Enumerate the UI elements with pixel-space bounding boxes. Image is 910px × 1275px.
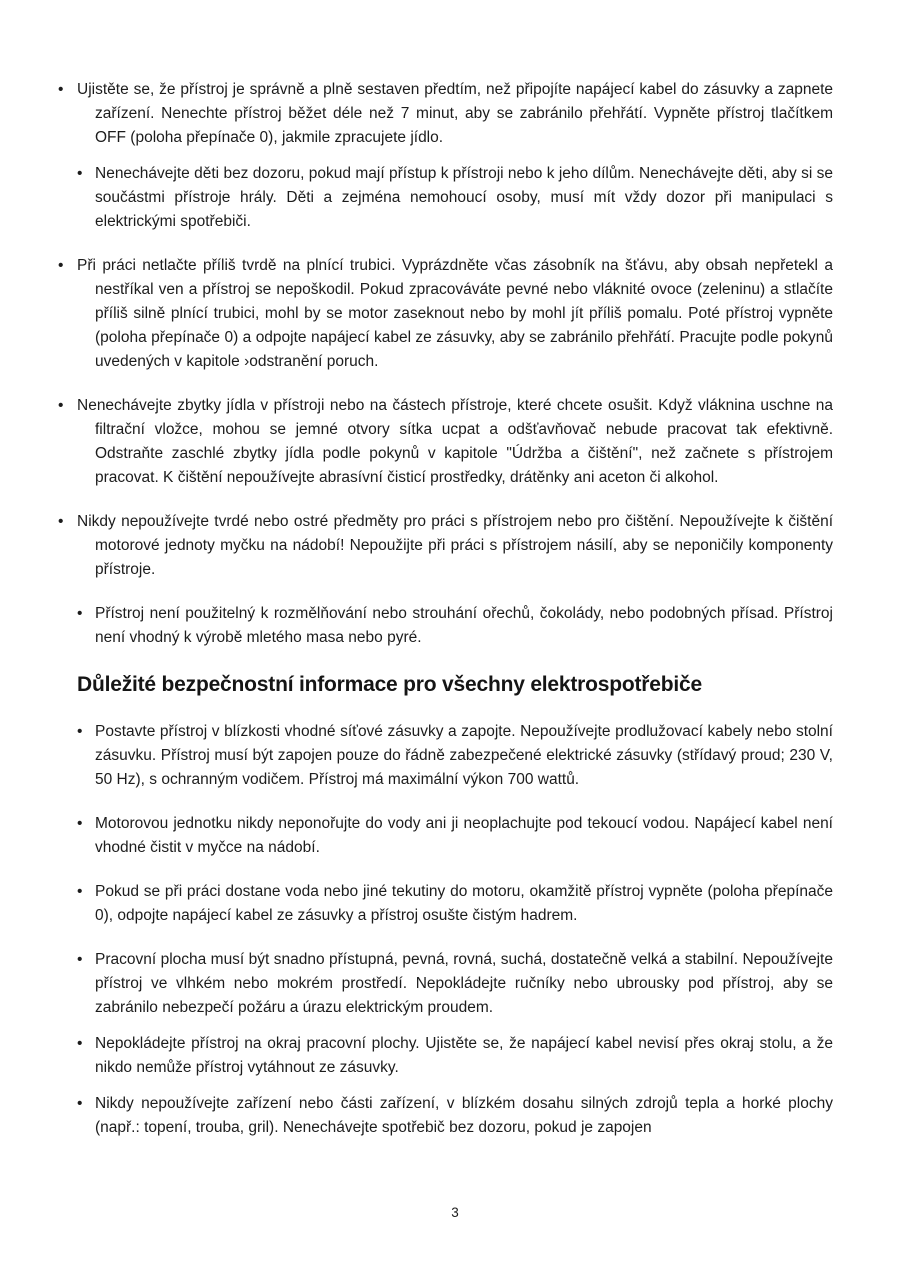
bullet-item (58, 254, 833, 374)
page-content (0, 78, 910, 1160)
bullet-text: Při práci netlačte příliš tvrdě na plnící trubici. Vyprázdněte včas zásobník na šťávu, aby obsah nepřetekl a nestříkal ven a přístroj se nepoškodil. Pokud zpracováváte pevné nebo vláknité ovoce (zeleninu) a stlačíte příliš silně plnící trubici, mohl by se motor zaseknout nebo by mohl jít příliš pomalu. Poté přístroj vypněte (poloha přepínače 0) a odpojte napájecí kabel ze zásuvky, aby se zabránilo přehřátí. Pracujte podle pokynů uvedených v kapitole ›odstranění poruch. (77, 257, 833, 370)
bullet-icon: • (77, 1035, 83, 1052)
bullet-item (58, 394, 833, 490)
bullet-item (77, 720, 833, 792)
bullet-icon: • (77, 815, 83, 832)
bullet-icon: • (58, 257, 64, 274)
bullet-icon: • (77, 951, 83, 968)
bullet-text: Pokud se při práci dostane voda nebo jiné tekutiny do motoru, okamžitě přístroj vypněte (poloha přepínače 0), odpojte napájecí kabel ze zásuvky a přístroj osušte čistým hadrem. (95, 883, 833, 924)
bullet-icon: • (77, 605, 83, 622)
bullet-text: Ujistěte se, že přístroj je správně a plně sestaven předtím, než připojíte napájecí kabel do zásuvky a zapnete zařízení. Nenechte přístroj běžet déle než 7 minut, aby se zabránilo přehřátí. Vypněte přístroj tlačítkem OFF (poloha přepínače 0), jakmile zpracujete jídlo. (77, 81, 833, 146)
bullet-item (77, 948, 833, 1020)
bullet-text: Postavte přístroj v blízkosti vhodné síťové zásuvky a zapojte. Nepoužívejte prodlužovací kabely nebo stolní zásuvku. Přístroj musí být zapojen pouze do řádně zabezpečené elektrické zásuvky (střídavý proud; 230 V, 50 Hz), s ochranným vodičem. Přístroj má maximální výkon 700 wattů. (95, 723, 833, 788)
bullet-icon: • (58, 513, 64, 530)
bullet-text: Nenechávejte děti bez dozoru, pokud mají přístup k přístroji nebo k jeho dílům. Nenechávejte děti, aby si se součástmi přístroje hrály. Děti a zejména nemohoucí osoby, musí mít vždy dozor při manipulaci s elektrickými spotřebiči. (95, 165, 833, 230)
section-heading: Důležité bezpečnostní informace pro všechny elektrospotřebiče (77, 673, 702, 696)
page-number: 3 (451, 1205, 459, 1220)
bullet-item (77, 1032, 833, 1080)
bullet-icon: • (58, 397, 64, 414)
bullet-text: Nikdy nepoužívejte zařízení nebo části zařízení, v blízkém dosahu silných zdrojů tepla a horké plochy (např.: topení, trouba, gril). Nenechávejte spotřebič bez dozoru, pokud je zapojen (95, 1095, 833, 1136)
bullet-icon: • (77, 883, 83, 900)
bullet-text: Přístroj není použitelný k rozmělňování nebo strouhání ořechů, čokolády, nebo podobných přísad. Přístroj není vhodný k výrobě mletého masa nebo pyré. (95, 605, 833, 646)
bullet-item (77, 602, 833, 650)
bullet-text: Nepokládejte přístroj na okraj pracovní plochy. Ujistěte se, že napájecí kabel nevisí přes okraj stolu, a že nikdo nemůže přístroj vytáhnout ze zásuvky. (95, 1035, 833, 1076)
bullet-text: Pracovní plocha musí být snadno přístupná, pevná, rovná, suchá, dostatečně velká a stabilní. Nepoužívejte přístroj ve vlhkém nebo mokrém prostředí. Nepokládejte ručníky nebo ubrousky pod přístroj, aby se zabránilo nebezpečí požáru a úrazu elektrickým proudem. (95, 951, 833, 1016)
bullet-item (77, 1092, 833, 1140)
bullet-icon: • (77, 165, 83, 182)
bullet-item (77, 880, 833, 928)
bullet-icon: • (77, 723, 83, 740)
bullet-text: Nikdy nepoužívejte tvrdé nebo ostré předměty pro práci s přístrojem nebo pro čištění. Nepoužívejte k čištění motorové jednoty myčku na nádobí! Nepoužijte při práci s přístrojem násilí, aby se neponičily komponenty přístroje. (77, 513, 833, 578)
bullet-text: Nenechávejte zbytky jídla v přístroji nebo na částech přístroje, které chcete osušit. Když vláknina uschne na filtrační vložce, mohou se jemné otvory sítka ucpat a odšťavňovač nebude pracovat tak efektivně. Odstraňte zaschlé zbytky jídla podle pokynů v kapitole "Údržba a čištění", než začnete s přístrojem pracovat. K čištění nepoužívejte abrasívní čisticí prostředky, drátěnky ani aceton či alkohol. (77, 397, 833, 486)
bullet-icon: • (58, 81, 64, 98)
bullet-item (58, 78, 833, 150)
bullet-item (58, 510, 833, 582)
bullet-icon: • (77, 1095, 83, 1112)
bullet-text: Motorovou jednotku nikdy neponořujte do vody ani ji neoplachujte pod tekoucí vodou. Napájecí kabel není vhodné čistit v myčce na nádobí. (95, 815, 833, 856)
bullet-item (77, 162, 833, 234)
bullet-item (77, 812, 833, 860)
